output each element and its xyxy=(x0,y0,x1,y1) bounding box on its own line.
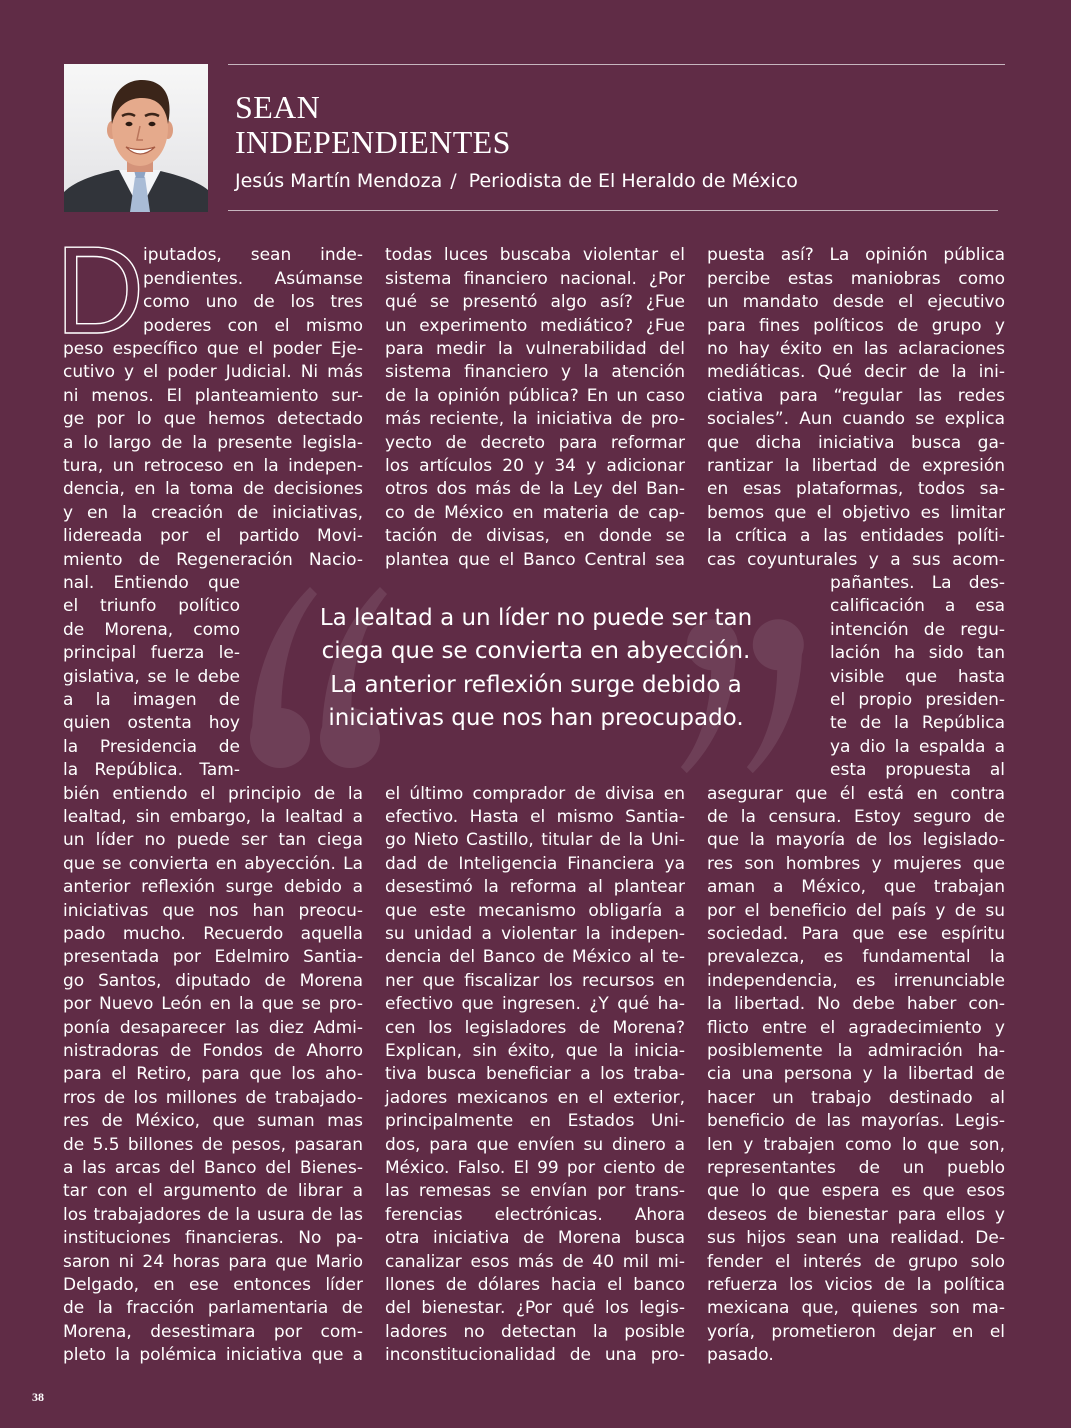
article-line: go Nieto Castillo, titular de la Uni- xyxy=(385,830,685,851)
article-line: representantes de un pueblo xyxy=(707,1157,1005,1178)
page-number: 38 xyxy=(32,1390,44,1404)
article-line: bemos que el objetivo es limitar xyxy=(707,502,1005,523)
article-line: a lo largo de la presente legisla- xyxy=(63,432,363,453)
article-line: que este mecanismo obligaría a xyxy=(385,900,685,921)
article-line: dencia del Banco de México al te- xyxy=(385,947,685,968)
article-line: cen los legisladores de Morena? xyxy=(385,1017,685,1038)
article-line: fender el interés de grupo solo xyxy=(707,1251,1005,1272)
article-line: cutivo y el poder Judicial. Ni más xyxy=(63,362,363,383)
article-line: de la censura. Estoy seguro de xyxy=(707,806,1005,827)
article-line: percibe estas maniobras como xyxy=(707,268,1005,289)
article-line: cas coyunturales y a sus acom- xyxy=(707,549,1005,570)
article-line: saron ni 24 horas para que Mario xyxy=(63,1251,363,1272)
article-line: para fines políticos de grupo y xyxy=(707,315,1005,336)
drop-cap xyxy=(55,222,150,360)
article-line: pasado. xyxy=(707,1345,774,1366)
article-line: tiva busca beneficiar a los traba- xyxy=(385,1064,685,1085)
article-line: anterior reflexión surge debido a xyxy=(63,877,363,898)
article-line: un experimento mediático? ¿Fue xyxy=(385,315,685,336)
article-line: dad de Inteligencia Financiera ya xyxy=(385,853,685,874)
article-line: aman a México, que trabajan xyxy=(707,877,1005,898)
article-line: visible que hasta xyxy=(830,666,1005,687)
article-line: y en la creación de iniciativas, xyxy=(63,502,363,523)
author-role: Periodista de El Heraldo de México xyxy=(468,170,798,192)
article-line: por el beneficio del país y de su xyxy=(707,900,1005,921)
article-line: tación de divisas, en donde se xyxy=(385,526,685,547)
article-line: no hay éxito en las aclaraciones xyxy=(707,338,1006,359)
article-line: tura, un retroceso en la indepen- xyxy=(63,455,363,476)
article-line: llones de dólares hacia el banco xyxy=(385,1274,686,1295)
article-line: mexicana que, quienes son ma- xyxy=(707,1298,1005,1319)
article-line: los trabajadores de la usura de las xyxy=(63,1204,363,1225)
article-line: principalmente en Estados Uni- xyxy=(385,1111,685,1132)
article-line: sistema financiero nacional. ¿Por xyxy=(385,268,685,289)
article-line: efectivo. Hasta el mismo Santia- xyxy=(385,806,685,827)
article-line: calificación a esa xyxy=(830,596,1005,617)
drop-cap-letter: D xyxy=(55,222,145,360)
article-line: que la mayoría de los legislado- xyxy=(707,830,1005,851)
article-line: mediáticas. Qué decir de la ini- xyxy=(707,362,1005,383)
article-line: cia una persona y la libertad de xyxy=(707,1064,1005,1085)
article-line: dos, para que envíen su dinero a xyxy=(385,1134,685,1155)
article-line: nal. Entiendo que xyxy=(63,572,240,593)
article-line: ponía desaparecer las diez Admi- xyxy=(63,1017,363,1038)
article-line: instituciones financieras. No pa- xyxy=(63,1228,363,1249)
article-line: pañantes. La des- xyxy=(830,572,1005,593)
article-line: la Presidencia de xyxy=(63,736,240,757)
article-line: otra iniciativa de Morena busca xyxy=(385,1228,685,1249)
article-line: yecto de decreto para reformar xyxy=(385,432,685,453)
article-line: lealtad, sin embargo, la lealtad a xyxy=(63,806,363,827)
article-line: la República. Tam- xyxy=(63,760,240,781)
byline xyxy=(235,168,798,194)
article-line: a las arcas del Banco del Bienes- xyxy=(63,1157,363,1178)
article-line: su unidad a violentar la indepen- xyxy=(385,923,685,944)
article-line: todas luces buscaba violentar el xyxy=(385,245,685,266)
article-line: efectivo que ingresen. ¿Y qué ha- xyxy=(385,994,685,1015)
article-line: peso específico que el poder Eje- xyxy=(63,338,363,359)
article-line: un mandato desde el ejecutivo xyxy=(707,292,1005,313)
article-line: que lo que espera es que esos xyxy=(707,1181,1005,1202)
article-line: más reciente, la iniciativa de pro- xyxy=(385,409,685,430)
article-line: de la opinión pública? En un caso xyxy=(385,385,686,406)
article-line: pendientes. Asúmanse xyxy=(143,268,363,289)
article-line: tar con el argumento de librar a xyxy=(63,1181,363,1202)
title-line: SEAN xyxy=(235,89,321,125)
article-line: go Santos, diputado de Morena xyxy=(63,970,363,991)
article-line: plantea que el Banco Central sea xyxy=(385,549,685,570)
article-line: México. Falso. El 99 por ciento de xyxy=(385,1157,685,1178)
article-line: rantizar la libertad de expresión xyxy=(707,455,1005,476)
article-line: ladores no detectan la posible xyxy=(385,1321,685,1342)
article-line: puesta así? La opinión pública xyxy=(707,245,1005,266)
header-bottom-rule xyxy=(228,210,998,211)
pull-quote xyxy=(236,602,836,735)
article-line: poderes con el mismo xyxy=(143,315,364,336)
article-line: bién entiendo el principio de la xyxy=(63,783,363,804)
article-line: de 5.5 billones de pesos, pasaran xyxy=(63,1134,363,1155)
article-line: inconstitucionalidad de una pro- xyxy=(385,1345,685,1366)
article-line: Morena, desestimara por com- xyxy=(63,1321,363,1342)
article-line: ge por lo que hemos detectado xyxy=(63,409,363,430)
article-line: para el Retiro, para que los aho- xyxy=(63,1064,363,1085)
article-line: refuerza los vicios de la política xyxy=(707,1274,1005,1295)
article-line: ni menos. El planteamiento sur- xyxy=(63,385,363,406)
article-line: lación ha sido tan xyxy=(830,643,1005,664)
article-line: Delgado, en ese entonces líder xyxy=(63,1274,363,1295)
article-line: sistema financiero y la atención xyxy=(385,362,685,383)
article-line: el último comprador de divisa en xyxy=(385,783,685,804)
article-line: iputados, sean inde- xyxy=(143,245,363,266)
header-top-rule xyxy=(228,64,1005,65)
article-line: beneficio de las mayorías. Legis- xyxy=(707,1111,1005,1132)
article-line: en esas plataformas, todos sa- xyxy=(707,479,1005,500)
article-line: que se convierta en abyección. La xyxy=(63,853,363,874)
article-line: principal fuerza le- xyxy=(63,643,240,664)
article-line: pleto la polémica iniciativa que a xyxy=(63,1345,363,1366)
article-line: un líder no puede ser tan ciega xyxy=(63,830,363,851)
byline-separator: / xyxy=(450,170,457,192)
article-line: asegurar que él está en contra xyxy=(707,783,1005,804)
article-line: de la fracción parlamentaria de xyxy=(63,1298,363,1319)
article-line: el propio presiden- xyxy=(830,689,1005,710)
pull-quote-line: iniciativas que nos han preocupado. xyxy=(328,704,744,731)
article-line: de Morena, como xyxy=(63,619,240,640)
article-line: esta propuesta al xyxy=(830,760,1005,781)
article-line: sociales”. Aun cuando se explica xyxy=(707,409,1005,430)
title-line: INDEPENDIENTES xyxy=(235,124,511,160)
article-line: para medir la vulnerabilidad del xyxy=(385,338,685,359)
article-line: deseos de bienestar para ellos y xyxy=(707,1204,1005,1225)
pull-quote-line: ciega que se convierta en abyección. xyxy=(321,638,751,665)
article-line: hacer un trabajo destinado al xyxy=(707,1087,1005,1108)
article-line: res de México, que suman mas xyxy=(63,1111,363,1132)
article-line: posiblemente la admiración ha- xyxy=(707,1040,1005,1061)
article-line: prevalezca, es fundamental la xyxy=(707,947,1005,968)
article-line: el triunfo político xyxy=(63,596,240,617)
article-line: intención de regu- xyxy=(830,619,1005,640)
article-line: pado mucho. Recuerdo aquella xyxy=(63,923,363,944)
article-line: sociedad. Para que ese espíritu xyxy=(707,923,1005,944)
article-line: sus hijos sean una realidad. De- xyxy=(707,1228,1005,1249)
article-line: te de la República xyxy=(830,713,1005,734)
article-line: del bienestar. ¿Por qué los legis- xyxy=(385,1298,685,1319)
article-line: desestimó la reforma al plantear xyxy=(385,877,685,898)
article-line: que dicha iniciativa busca ga- xyxy=(707,432,1006,453)
article-line: ner que fiscalizar los recursos en xyxy=(385,970,685,991)
article-line: miento de Regeneración Nacio- xyxy=(63,549,363,570)
article-line: gislativa, se le debe xyxy=(63,666,240,687)
article-line: canalizar esos más de 40 mil mi- xyxy=(385,1251,685,1272)
article-line: ya dio la espalda a xyxy=(830,736,1005,757)
article-line: yoría, prometieron dejar en el xyxy=(707,1321,1005,1342)
article-line: ferencias electrónicas. Ahora xyxy=(385,1204,685,1225)
article-line: otros dos más de la Ley del Ban- xyxy=(385,479,685,500)
article-line: rros de los millones de trabajado- xyxy=(63,1087,363,1108)
article-line: a la imagen de xyxy=(63,689,240,710)
pull-quote-line: La lealtad a un líder no puede ser tan xyxy=(319,605,753,631)
article-line: res son hombres y mujeres que xyxy=(707,853,1005,874)
author-name: Jesús Martín Mendoza xyxy=(235,170,443,192)
article-line: iniciativas que nos han preocu- xyxy=(63,900,363,921)
article-title xyxy=(235,90,511,160)
article-line: independencia, es irrenunciable xyxy=(707,970,1005,991)
article-line: lidereada por el partido Movi- xyxy=(63,526,364,547)
article-line: las remesas se envían por trans- xyxy=(385,1181,685,1202)
article-line: presentada por Edelmiro Santia- xyxy=(63,947,364,968)
article-line: qué se presentó algo así? ¿Fue xyxy=(385,292,685,313)
article-line: len y trabajen como lo que son, xyxy=(707,1134,1005,1155)
article-line: Explican, sin éxito, que la inicia- xyxy=(385,1040,685,1061)
article-line: co de México en materia de cap- xyxy=(385,502,685,523)
article-line: como uno de los tres xyxy=(143,292,363,313)
article-line: quien ostenta hoy xyxy=(63,713,240,734)
author-photo xyxy=(64,64,208,212)
article-line: la crítica a las entidades políti- xyxy=(707,526,1005,547)
pull-quote-line: La anterior reflexión surge debido a xyxy=(330,671,742,698)
article-line: por Nuevo León en la que se pro- xyxy=(63,994,363,1015)
article-line: nistradoras de Fondos de Ahorro xyxy=(63,1040,363,1061)
article-line: dencia, en la toma de decisiones xyxy=(63,479,363,500)
article-line: jadores mexicanos en el exterior, xyxy=(385,1087,685,1108)
article-line: la libertad. No debe haber con- xyxy=(707,994,1005,1015)
article-line: flicto entre el agradecimiento y xyxy=(707,1017,1005,1038)
article-line: ciativa para “regular las redes xyxy=(707,385,1005,406)
article-line: los artículos 20 y 34 y adicionar xyxy=(385,455,685,476)
